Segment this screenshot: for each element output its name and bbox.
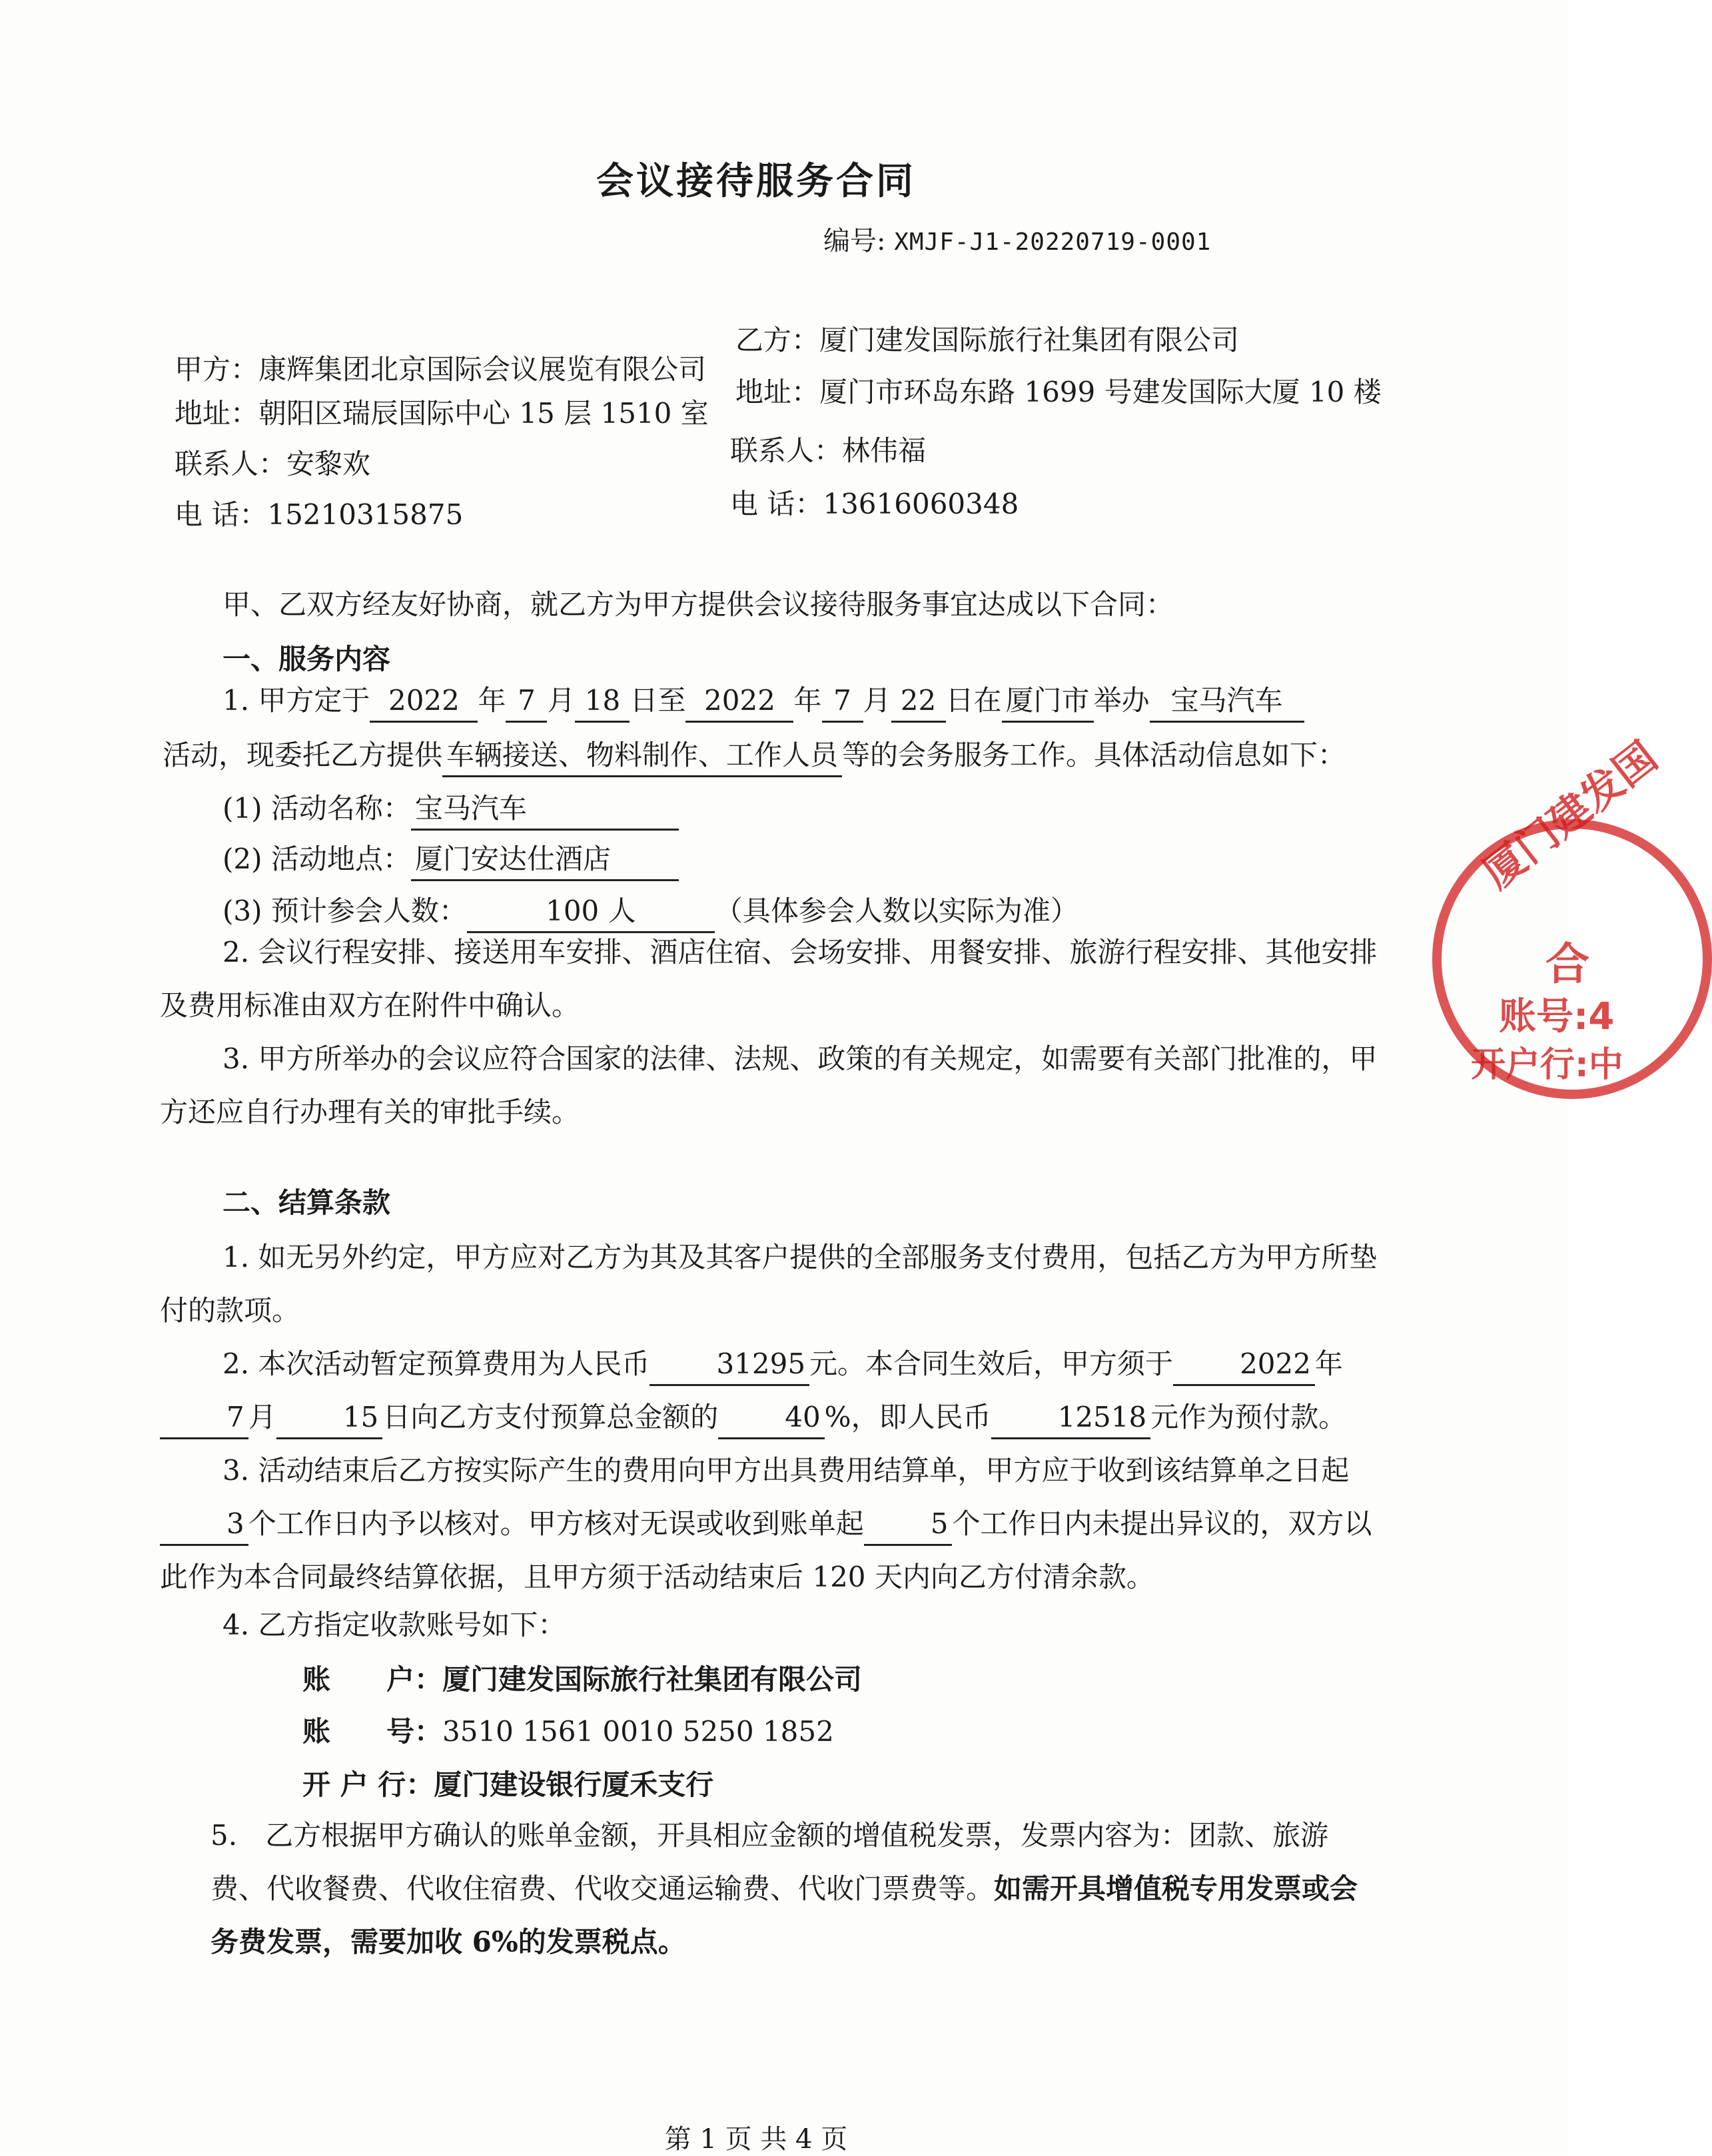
bank-value: 厦门建设银行厦禾支行: [434, 1768, 714, 1801]
party-b-phone: [730, 482, 1019, 522]
end-year: 2022: [685, 681, 793, 723]
activity-name-label: (1) 活动名称：: [222, 792, 411, 825]
end-day: 22: [891, 681, 946, 723]
contract-number: [823, 220, 1211, 258]
held-label: 举办: [1093, 684, 1150, 717]
review-days: 3: [160, 1504, 248, 1546]
section1-item1-line2: [163, 729, 1346, 782]
budget-mid: 元。本合同生效后，甲方须于: [809, 1347, 1174, 1380]
year-label: 年: [478, 684, 506, 717]
budget-prefix: 2. 本次活动暂定预算费用为人民币: [222, 1347, 650, 1380]
activity-venue-label: (2) 活动地点：: [222, 843, 411, 875]
invoice-text: 5. 乙方根据甲方确认的账单金额，开具相应金额的增值税发票，发票内容为：团款、旅游费、代收餐费、代收住宿费、代收交通运输费、代收门票费等。: [211, 1819, 1329, 1905]
section2-heading: 二、结算条款: [222, 1186, 391, 1219]
services-list: 车辆接送、物料制作、工作人员: [442, 735, 842, 777]
party-a-phone-label: 电 话：: [175, 498, 268, 531]
party-b-phone-label: 电 话：: [730, 488, 823, 520]
settlement-suffix: 个工作日内未提出异议的，双方以此作为本合同最终结算依据，且甲方须于活动结束后 120 天内向乙方付清余款。: [160, 1507, 1372, 1593]
contract-number-label: 编号:: [823, 226, 886, 256]
section1-heading: 一、服务内容: [222, 643, 391, 675]
prepay-suffix: 元作为预付款。: [1150, 1401, 1347, 1433]
prepay-amount: 12518: [991, 1397, 1151, 1439]
end-month: 7: [822, 681, 863, 723]
account-name-row: [302, 1653, 862, 1706]
day-in-label: 日在: [945, 684, 1002, 717]
seal-text-top: 厦门建发国: [1474, 732, 1667, 898]
section1-item2: 2. 会议行程安排、接送用车安排、酒店住宿、会场安排、用餐安排、旅游行程安排、其他安排及费用标准由双方在附件中确认。: [160, 936, 1378, 1022]
prepay-amount-prefix: %，即人民币: [824, 1401, 991, 1433]
account-number-label: 账 号：: [302, 1715, 443, 1748]
day-to-label: 日至: [630, 684, 686, 717]
activity-name-value: 宝马汽车: [411, 789, 679, 831]
attendee-count-label: (3) 预计参会人数：: [222, 895, 467, 927]
seal-text-bank: 开户行:中: [1471, 1045, 1623, 1085]
section2-item2: [160, 1337, 1386, 1444]
section2-item1: 1. 如无另外约定，甲方应对乙方为其及其客户提供的全部服务支付费用，包括乙方为甲方所垫付的款项。: [160, 1241, 1378, 1327]
pay-month-label: 月: [248, 1401, 276, 1433]
event-city: 厦门市: [1002, 681, 1094, 723]
month-label: 月: [547, 684, 576, 717]
account-name-value: 厦门建发国际旅行社集团有限公司: [442, 1663, 863, 1696]
contract-number-value: XMJF-J1-20220719-0001: [894, 228, 1212, 256]
line2-suffix: 等的会务服务工作。具体活动信息如下：: [842, 739, 1346, 771]
item1-prefix: 1. 甲方定于: [222, 684, 370, 717]
bank-row: [302, 1758, 713, 1812]
start-year: 2022: [370, 681, 478, 723]
section2-item3: [160, 1444, 1386, 1604]
intro-paragraph: 甲、乙双方经友好协商，就乙方为甲方提供会议接待服务事宜达成以下合同：: [222, 588, 1174, 621]
document-title: 会议接待服务合同: [596, 159, 916, 203]
party-a-phone: [175, 493, 463, 533]
account-name-label: 账 户：: [302, 1663, 443, 1696]
pay-year: 2022: [1173, 1344, 1315, 1386]
start-month: 7: [506, 681, 547, 723]
attendee-count-note: （具体参会人数以实际为准）: [714, 895, 1078, 927]
page-number: 第 1 页 共 4 页: [664, 2124, 848, 2155]
invoice-tax-note: 如需开具增值税专用发票或会务费发票，需要加收 6%的发票税点。: [211, 1872, 1358, 1958]
party-b-address: 地址：厦门市环岛东路 1699 号建发国际大厦 10 楼: [735, 376, 1382, 408]
seal-text-center: 合: [1545, 938, 1589, 990]
pay-year-label: 年: [1314, 1347, 1343, 1380]
section2-item5: [211, 1809, 1383, 1969]
prepay-percent: 40: [718, 1397, 824, 1439]
company-seal: [1432, 732, 1712, 1099]
activity-venue-row: [222, 833, 679, 886]
objection-days: 5: [864, 1504, 953, 1546]
bank-label: 开 户 行：: [302, 1768, 434, 1801]
section1-item3: 3. 甲方所举办的会议应符合国家的法律、法规、政策的有关规定，如需要有关部门批准的，甲方还应自行办理有关的审批手续。: [160, 1042, 1378, 1128]
activity-venue-value: 厦门安达仕酒店: [411, 839, 679, 881]
pay-month: 7: [160, 1397, 248, 1439]
year-label-2: 年: [793, 684, 822, 717]
attendee-count-value: 100 人: [467, 891, 715, 933]
party-a-contact: 联系人：安黎欢: [175, 448, 371, 480]
start-day: 18: [575, 681, 630, 723]
account-number-row: [302, 1705, 834, 1758]
prepay-percent-prefix: 日向乙方支付预算总金额的: [382, 1401, 719, 1433]
party-a-address: 地址：朝阳区瑞辰国际中心 15 层 1510 室: [175, 397, 709, 430]
section2-item4-label: 4. 乙方指定收款账号如下：: [222, 1609, 566, 1641]
month-label-2: 月: [863, 684, 891, 717]
section1-item1-line1: [222, 674, 1304, 727]
party-b-phone-value: 13616060348: [823, 488, 1019, 520]
settlement-prefix: 3. 活动结束后乙方按实际产生的费用向甲方出具费用结算单，甲方应于收到该结算单之日起: [222, 1454, 1350, 1487]
account-number-value: 3510 1561 0010 5250 1852: [442, 1715, 834, 1748]
event-name: 宝马汽车: [1150, 681, 1304, 723]
seal-text-account: 账号:4: [1499, 995, 1615, 1038]
party-a-name: 甲方：康辉集团北京国际会议展览有限公司: [175, 353, 707, 386]
settlement-mid: 个工作日内予以核对。甲方核对无误或收到账单起: [248, 1507, 864, 1540]
line2-prefix: 活动，现委托乙方提供: [163, 739, 443, 771]
activity-name-row: [222, 782, 679, 835]
party-b-name: 乙方：厦门建发国际旅行社集团有限公司: [735, 324, 1240, 356]
budget-amount: 31295: [649, 1344, 809, 1386]
party-b-contact: 联系人：林伟福: [730, 434, 927, 467]
party-a-phone-value: 15210315875: [267, 498, 464, 531]
pay-day: 15: [276, 1397, 382, 1439]
